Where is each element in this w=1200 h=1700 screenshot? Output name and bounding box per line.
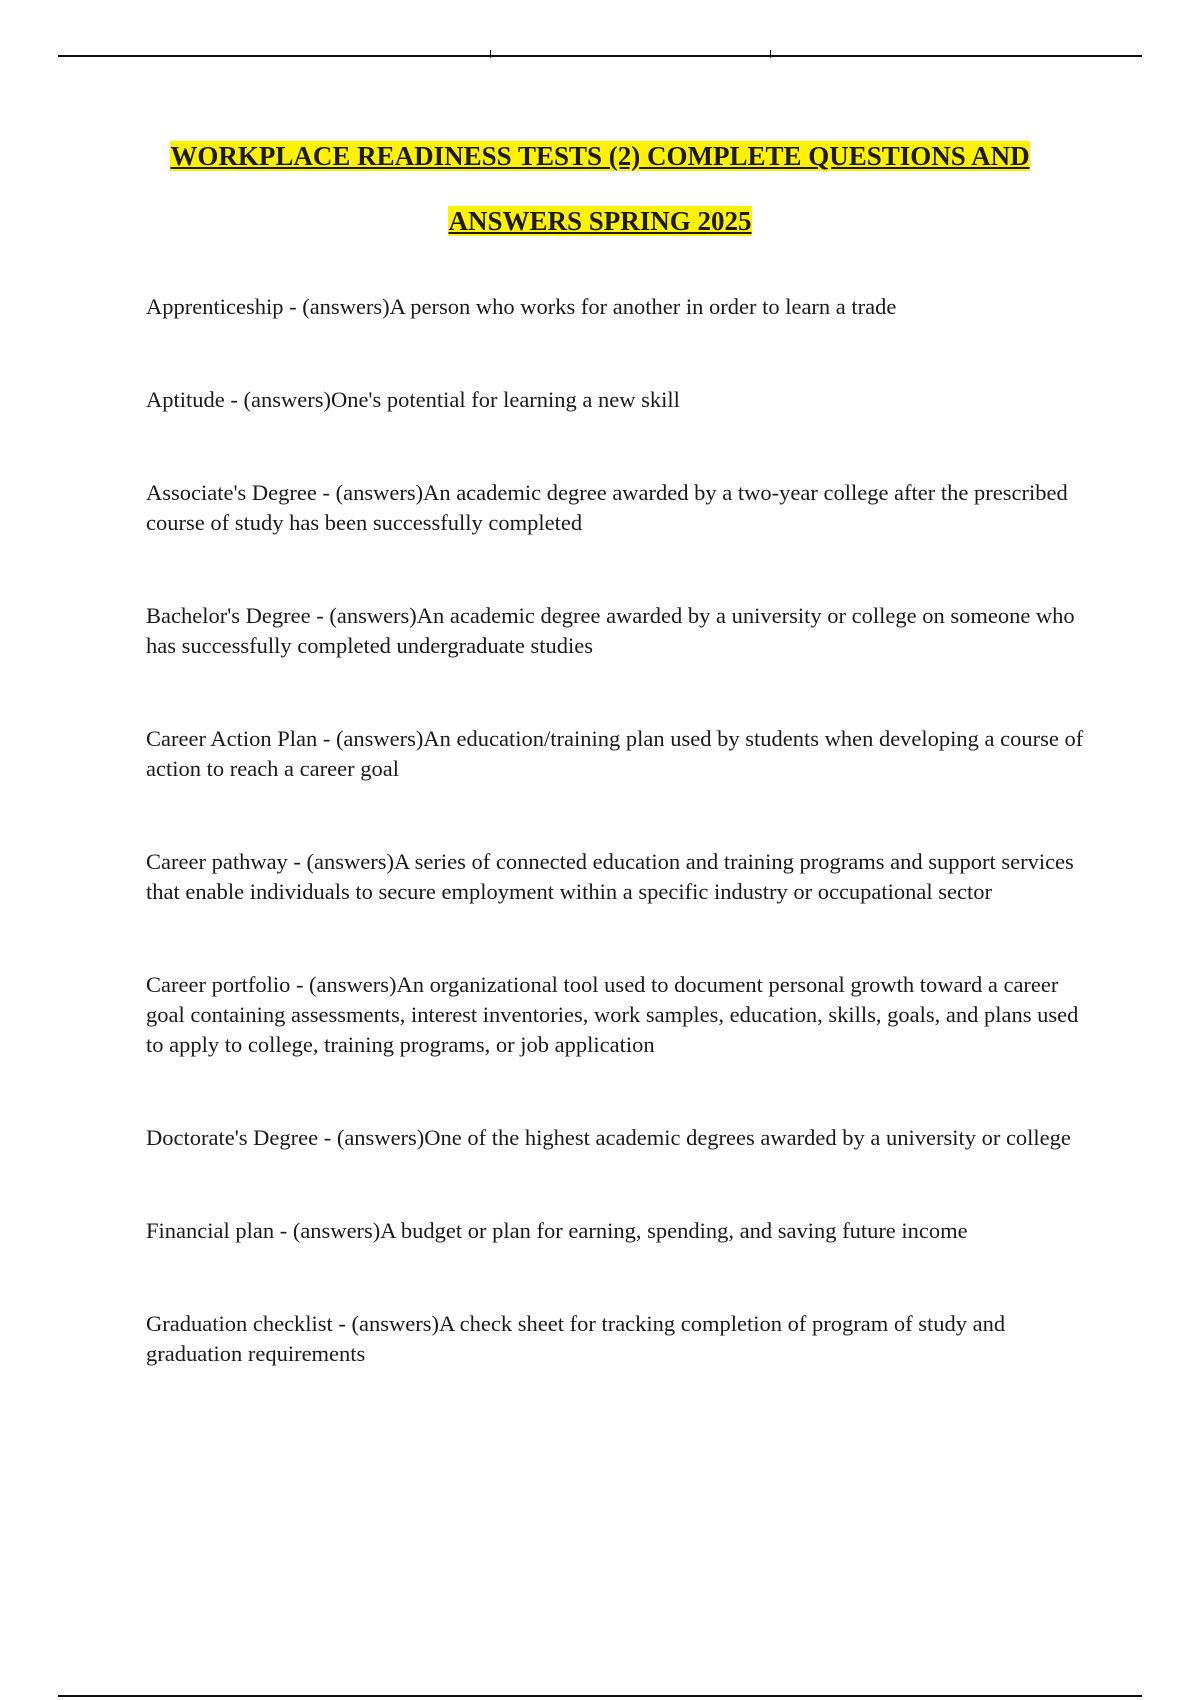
definition-list xyxy=(146,292,1086,1369)
title-line-1: WORKPLACE READINESS TESTS (2) COMPLETE QUESTIONS AND xyxy=(170,141,1030,171)
document-title xyxy=(0,140,1200,237)
definition-entry: Doctorate's Degree - (answers)One of the highest academic degrees awarded by a university or college xyxy=(146,1125,1071,1150)
footer-rule xyxy=(58,1695,1142,1697)
title-line-2: ANSWERS SPRING 2025 xyxy=(448,206,752,236)
definition-entry: Apprenticeship - (answers)A person who works for another in order to learn a trade xyxy=(146,294,897,319)
definition-entry: Bachelor's Degree - (answers)An academic degree awarded by a university or college on someone who has successfully completed undergraduate studies xyxy=(146,603,1075,658)
definition-entry: Graduation checklist - (answers)A check sheet for tracking completion of program of study and graduation requirements xyxy=(146,1311,1006,1366)
definition-entry: Associate's Degree - (answers)An academic degree awarded by a two-year college after the prescribed course of study has been successfully completed xyxy=(146,480,1068,535)
definition-entry: Career pathway - (answers)A series of connected education and training programs and support services that enable individuals to secure employment within a specific industry or occupational sector xyxy=(146,849,1074,904)
definition-entry: Aptitude - (answers)One's potential for learning a new skill xyxy=(146,387,680,412)
header-rule-notch xyxy=(770,50,771,58)
header-rule xyxy=(58,55,1142,57)
definition-entry: Career Action Plan - (answers)An education/training plan used by students when developing a course of action to reach a career goal xyxy=(146,726,1084,781)
definition-entry: Career portfolio - (answers)An organizational tool used to document personal growth toward a career goal containing assessments, interest inventories, work samples, education, skills, goals, and plans used to apply to college, training programs, or job application xyxy=(146,972,1079,1057)
header-rule-notch xyxy=(490,50,491,58)
definition-entry: Financial plan - (answers)A budget or plan for earning, spending, and saving future income xyxy=(146,1218,968,1243)
